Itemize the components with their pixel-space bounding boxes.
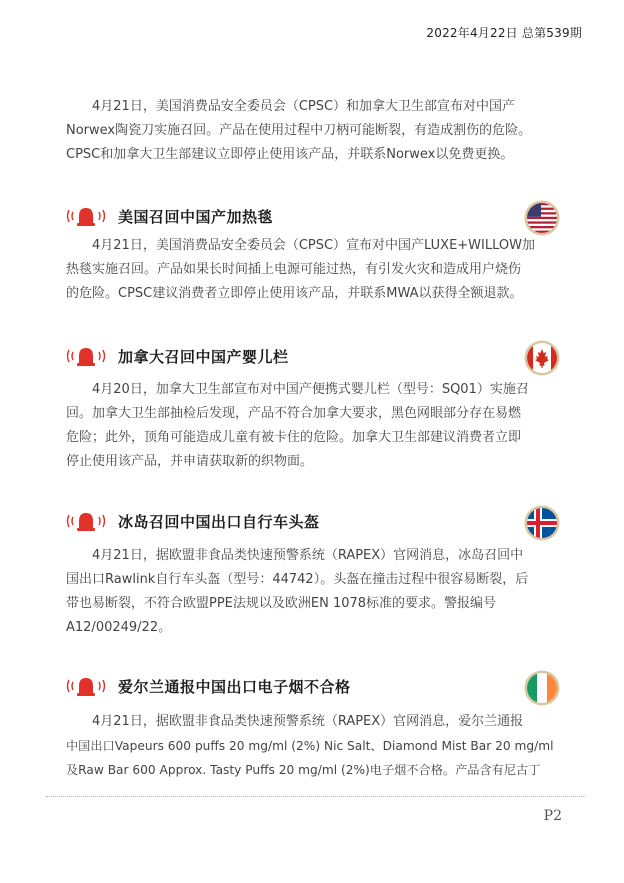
section-body-iceland: [66, 544, 562, 640]
section-body-us: [66, 234, 562, 306]
body-line: 国出口Rawlink自行车头盔（型号：44742）。头盔在撞击过程中很容易断裂，后: [66, 572, 529, 587]
body-line: 热毯实施召回。产品如果长时间插上电源可能过热，有引发火灾和造成用户烧伤: [66, 262, 522, 277]
body-line: 停止使用该产品，并申请获取新的织物面。: [66, 454, 314, 469]
section-header-ireland: [66, 670, 562, 704]
section-header-us: [66, 200, 562, 234]
alarm-bell-icon: [66, 344, 106, 368]
body-line: 危险；此外，顶角可能造成儿童有被卡住的危险。加拿大卫生部建议消费者立即: [66, 430, 522, 445]
header-date-issue: 2022年4月22日 总第539期: [426, 26, 582, 40]
body-line: A12/00249/22。: [66, 620, 172, 635]
body-line: 的危险。CPSC建议消费者立即停止使用该产品，并联系MWA以获得全额退款。: [66, 286, 523, 301]
page-number: P2: [543, 808, 562, 824]
intro-line: 4月21日，美国消费品安全委员会（CPSC）和加拿大卫生部宣布对中国产: [92, 99, 516, 114]
section-title-us: 美国召回中国产加热毯: [118, 208, 274, 226]
body-line: 及Raw Bar 600 Approx. Tasty Puffs 20 mg/ml (2%)电子烟不合格。产品含有尼古丁: [66, 763, 541, 777]
section-header-canada: [66, 340, 562, 374]
alarm-bell-icon: [66, 509, 106, 533]
body-line: 回。加拿大卫生部抽检后发现，产品不符合加拿大要求，黑色网眼部分存在易燃: [66, 406, 522, 421]
section-header-iceland: [66, 505, 562, 539]
canada-flag-icon: [524, 340, 560, 376]
body-line: 中国出口Vapeurs 600 puffs 20 mg/ml (2%) Nic Salt、Diamond Mist Bar 20 mg/ml: [66, 739, 554, 753]
intro-line: Norwex陶瓷刀实施召回。产品在使用过程中刀柄可能断裂，有造成割伤的危险。: [66, 123, 532, 138]
body-line: 4月20日，加拿大卫生部宣布对中国产便携式婴儿栏（型号：SQ01）实施召: [92, 382, 529, 397]
us-flag-icon: [524, 200, 560, 236]
body-line: 4月21日，美国消费品安全委员会（CPSC）宣布对中国产LUXE+WILLOW加: [92, 238, 535, 253]
intro-line: CPSC和加拿大卫生部建议立即停止使用该产品，并联系Norwex以免费更换。: [66, 147, 514, 162]
alarm-bell-icon: [66, 674, 106, 698]
body-line: 带也易断裂，不符合欧盟PPE法规以及欧洲EN 1078标准的要求。警报编号: [66, 596, 497, 611]
section-body-canada: [66, 378, 562, 474]
body-line: 4月21日，据欧盟非食品类快速预警系统（RAPEX）官网消息，爱尔兰通报: [92, 714, 524, 729]
intro-paragraph: [66, 95, 562, 167]
iceland-flag-icon: [524, 505, 560, 541]
alarm-bell-icon: [66, 204, 106, 228]
section-title-iceland: 冰岛召回中国出口自行车头盔: [118, 513, 320, 531]
section-body-ireland: [66, 710, 562, 782]
body-line: 4月21日，据欧盟非食品类快速预警系统（RAPEX）官网消息，冰岛召回中: [92, 548, 524, 563]
footer-divider: [46, 796, 586, 797]
ireland-flag-icon: [524, 670, 560, 706]
section-title-canada: 加拿大召回中国产婴儿栏: [118, 348, 289, 366]
section-title-ireland: 爱尔兰通报中国出口电子烟不合格: [118, 678, 351, 696]
